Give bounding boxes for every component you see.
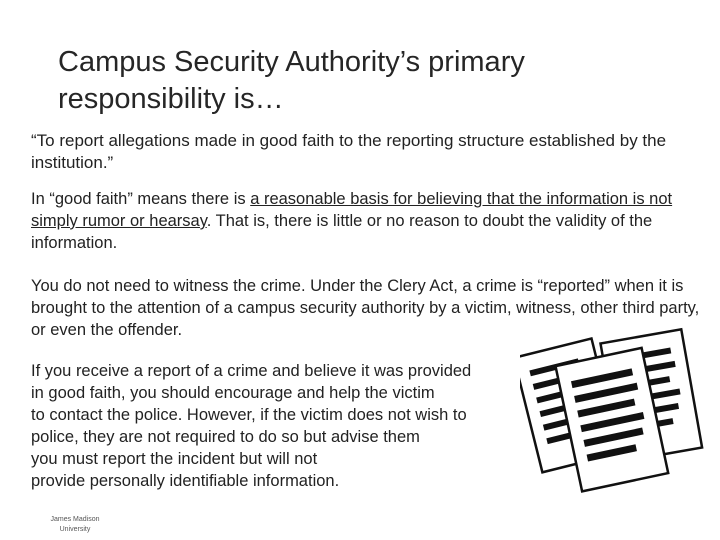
documents-icon <box>520 325 705 495</box>
good-faith-underlined: a reasonable basis for believing that the information is not simply rumor or hearsay <box>31 190 673 230</box>
report-line: to contact the police. However, if the victim does not wish to <box>31 406 467 424</box>
quote-text: “To report allegations made in good faith to the reporting structure established by the institution.” <box>31 131 667 172</box>
report-line: in good faith, you should encourage and help the victim <box>31 384 435 402</box>
slide-title: Campus Security Authority’s primary responsibility is… <box>58 46 525 115</box>
report-line: police, they are not required to do so but advise them <box>31 428 420 446</box>
good-faith-paragraph <box>31 188 701 254</box>
footer-line: James Madison <box>50 516 100 523</box>
footer-line: University <box>59 526 91 533</box>
report-line: you must report the incident but will not <box>31 450 318 468</box>
report-line: provide personally identifiable information. <box>31 472 340 490</box>
good-faith-suffix: . That is, there is little or no reason to doubt the validity of the information. <box>31 212 653 252</box>
footer-logo <box>40 515 110 535</box>
report-paragraph <box>31 360 531 492</box>
good-faith-prefix: In “good faith” means there is <box>31 190 251 208</box>
report-line: If you receive a report of a crime and believe it was provided <box>31 362 472 380</box>
witness-paragraph: You do not need to witness the crime. Under the Clery Act, a crime is “reported” when it is brought to the attention of a campus security authority by a victim, witness, other third party, or even the offender. <box>31 277 700 339</box>
